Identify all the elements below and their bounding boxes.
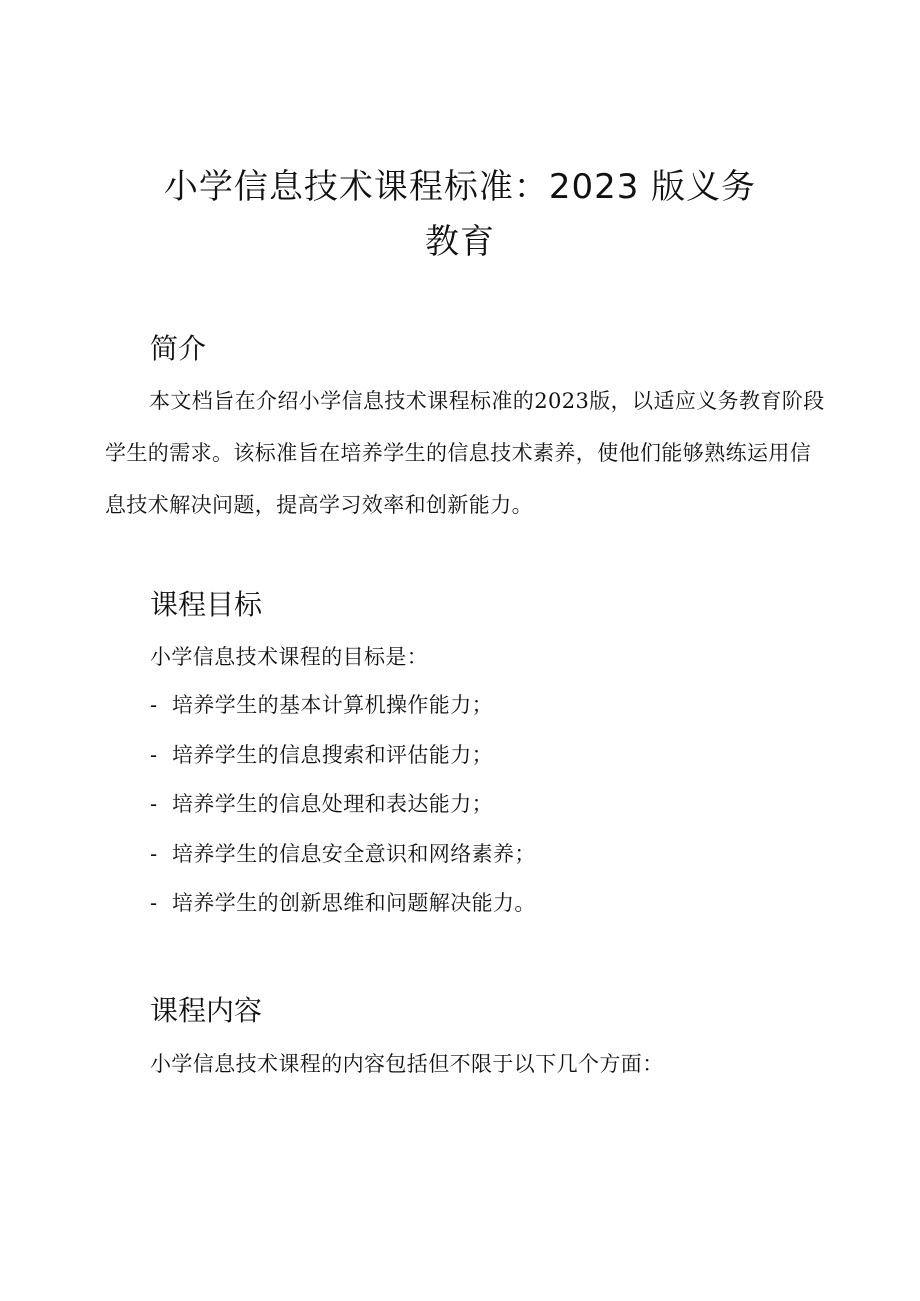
list-item bbox=[150, 830, 830, 880]
bullet-dash: - bbox=[150, 841, 158, 866]
section-heading-intro: 简介 bbox=[150, 332, 207, 365]
intro-paragraph: 本文档旨在介绍小学信息技术课程标准的2023版，以适应义务教育阶段学生的需求。该标准旨在培养学生的信息技术素养，使他们能够熟练运用信息技术解决问题，提高学习效率和创新能力。 bbox=[105, 389, 825, 517]
bullet-dash: - bbox=[150, 792, 158, 816]
goal-item-text: 培养学生的信息搜索和评估能力； bbox=[172, 742, 493, 767]
list-item bbox=[150, 731, 830, 781]
goal-item-text: 培养学生的信息安全意识和网络素养； bbox=[172, 841, 536, 866]
goal-item-text: 培养学生的信息处理和表达能力； bbox=[172, 792, 493, 816]
section-heading-content: 课程内容 bbox=[150, 994, 263, 1027]
section-heading-goals: 课程目标 bbox=[150, 588, 263, 621]
goal-item-text: 培养学生的创新思维和问题解决能力。 bbox=[172, 891, 536, 915]
list-item bbox=[150, 780, 830, 830]
goals-lead-text: 小学信息技术课程的目标是： bbox=[150, 645, 429, 669]
goals-list bbox=[150, 681, 830, 929]
bullet-dash: - bbox=[150, 891, 158, 915]
document-title: 小学信息技术课程标准：2023 版义务教育 bbox=[163, 167, 757, 262]
list-item bbox=[150, 879, 830, 929]
bullet-dash: - bbox=[150, 742, 158, 767]
list-item bbox=[150, 681, 830, 731]
content-lead-text: 小学信息技术课程的内容包括但不限于以下几个方面： bbox=[150, 1052, 664, 1076]
bullet-dash: - bbox=[150, 693, 158, 717]
goal-item-text: 培养学生的基本计算机操作能力； bbox=[172, 693, 493, 717]
